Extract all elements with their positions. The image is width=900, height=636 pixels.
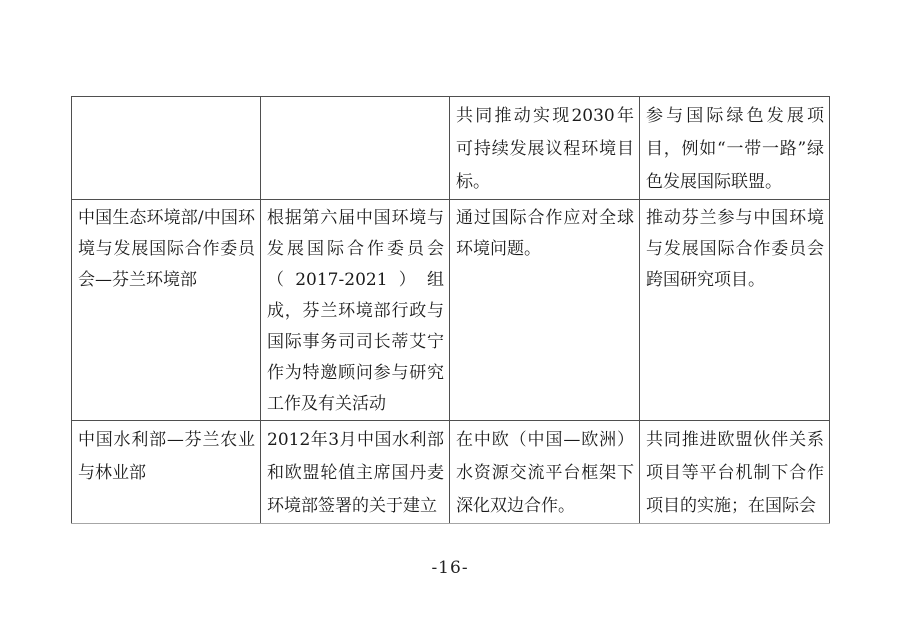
table-cell	[261, 97, 450, 200]
cooperation-table	[71, 96, 830, 524]
table-cell: 2012年3月中国水利部和欧盟轮值主席国丹麦环境部签署的关于建立	[261, 421, 450, 524]
table-cell: 中国水利部—芬兰农业与林业部	[72, 421, 261, 524]
table-cell: 在中欧（中国—欧洲）水资源交流平台框架下深化双边合作。	[450, 421, 640, 524]
table-cell: 中国生态环境部/中国环境与发展国际合作委员会—芬兰环境部	[72, 200, 261, 421]
table-cell: 通过国际合作应对全球环境问题。	[450, 200, 640, 421]
table-cell	[72, 97, 261, 200]
table-cell: 参与国际绿色发展项目，例如“一带一路”绿色发展国际联盟。	[640, 97, 830, 200]
table-row	[72, 200, 830, 421]
table-cell: 共同推动实现2030年可持续发展议程环境目标。	[450, 97, 640, 200]
page-number: -16-	[431, 558, 469, 578]
table-cell: 共同推进欧盟伙伴关系项目等平台机制下合作项目的实施；在国际会	[640, 421, 830, 524]
table-row	[72, 97, 830, 200]
table-row	[72, 421, 830, 524]
table-cell: 根据第六届中国环境与发展国际合作委员会（2017-2021）组成，芬兰环境部行政与国际事务司司长蒂艾宁作为特邀顾问参与研究工作及有关活动	[261, 200, 450, 421]
table-cell: 推动芬兰参与中国环境与发展国际合作委员会跨国研究项目。	[640, 200, 830, 421]
